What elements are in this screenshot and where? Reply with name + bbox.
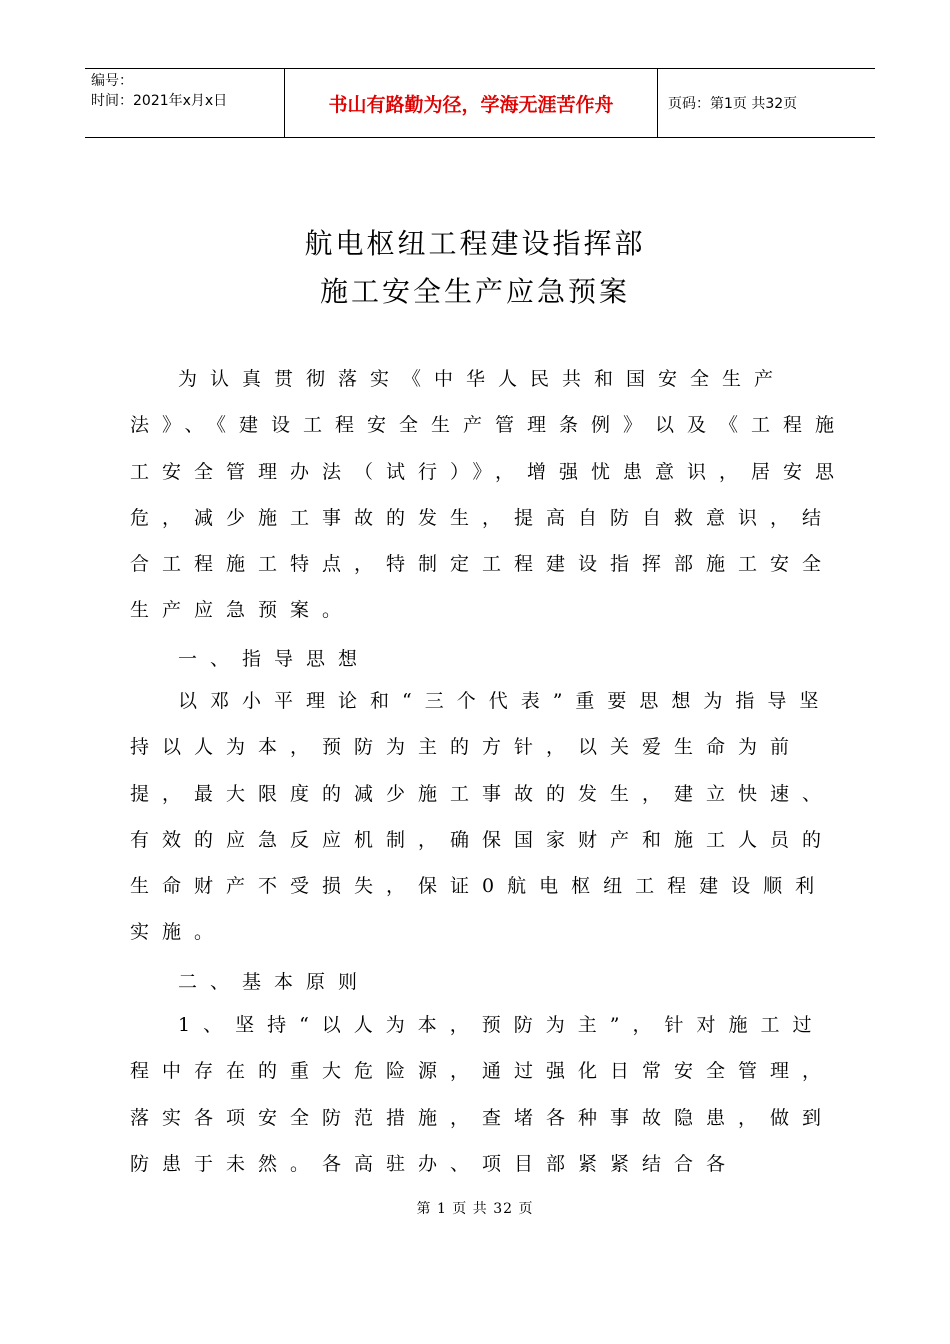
page-footer: 第 1 页 共 32 页 bbox=[416, 1201, 534, 1217]
section1-heading: 一、指导思想 bbox=[178, 648, 371, 670]
header-table bbox=[85, 68, 875, 138]
date-label: 时间：2021年x月x日 bbox=[91, 93, 228, 109]
header-meta bbox=[85, 69, 285, 137]
section2-heading: 二、基本原则 bbox=[178, 971, 371, 993]
section1-paragraph: 以邓小平理论和“三个代表”重要思想为指导坚持以人为本，预防为主的方针，以关爱生命为前提，最大限度的减少施工事故的发生，建立快速、有效的应急反应机制，确保国家财产和施工人员的生命财产不受损失，保证0航电枢纽工程建设顺利实施。 bbox=[130, 690, 835, 944]
header-page-info: 页码：第1页 共32页 bbox=[668, 96, 798, 112]
serial-label: 编号： bbox=[91, 73, 133, 89]
document-title-line1: 航电枢纽工程建设指挥部 bbox=[304, 227, 646, 260]
section2-paragraph: 1、坚持“以人为本，预防为主”，针对施工过程中存在的重大危险源，通过强化日常安全管理，落实各项安全防范措施，查堵各种事故隐患，做到防患于未然。各高驻办、项目部紧紧结合各 bbox=[130, 1014, 835, 1175]
document-title-line2: 施工安全生产应急预案 bbox=[319, 275, 630, 308]
intro-paragraph: 为认真贯彻落实《中华人民共和国安全生产法》、《建设工程安全生产管理条例》以及《工程施工安全管理办法（试行）》，增强忧患意识，居安思危，减少施工事故的发生，提高自防自救意识，结合工程施工特点，特制定工程建设指挥部施工安全生产应急预案。 bbox=[130, 368, 848, 622]
header-motto: 书山有路勤为径，学海无涯苦作舟 bbox=[285, 69, 658, 137]
